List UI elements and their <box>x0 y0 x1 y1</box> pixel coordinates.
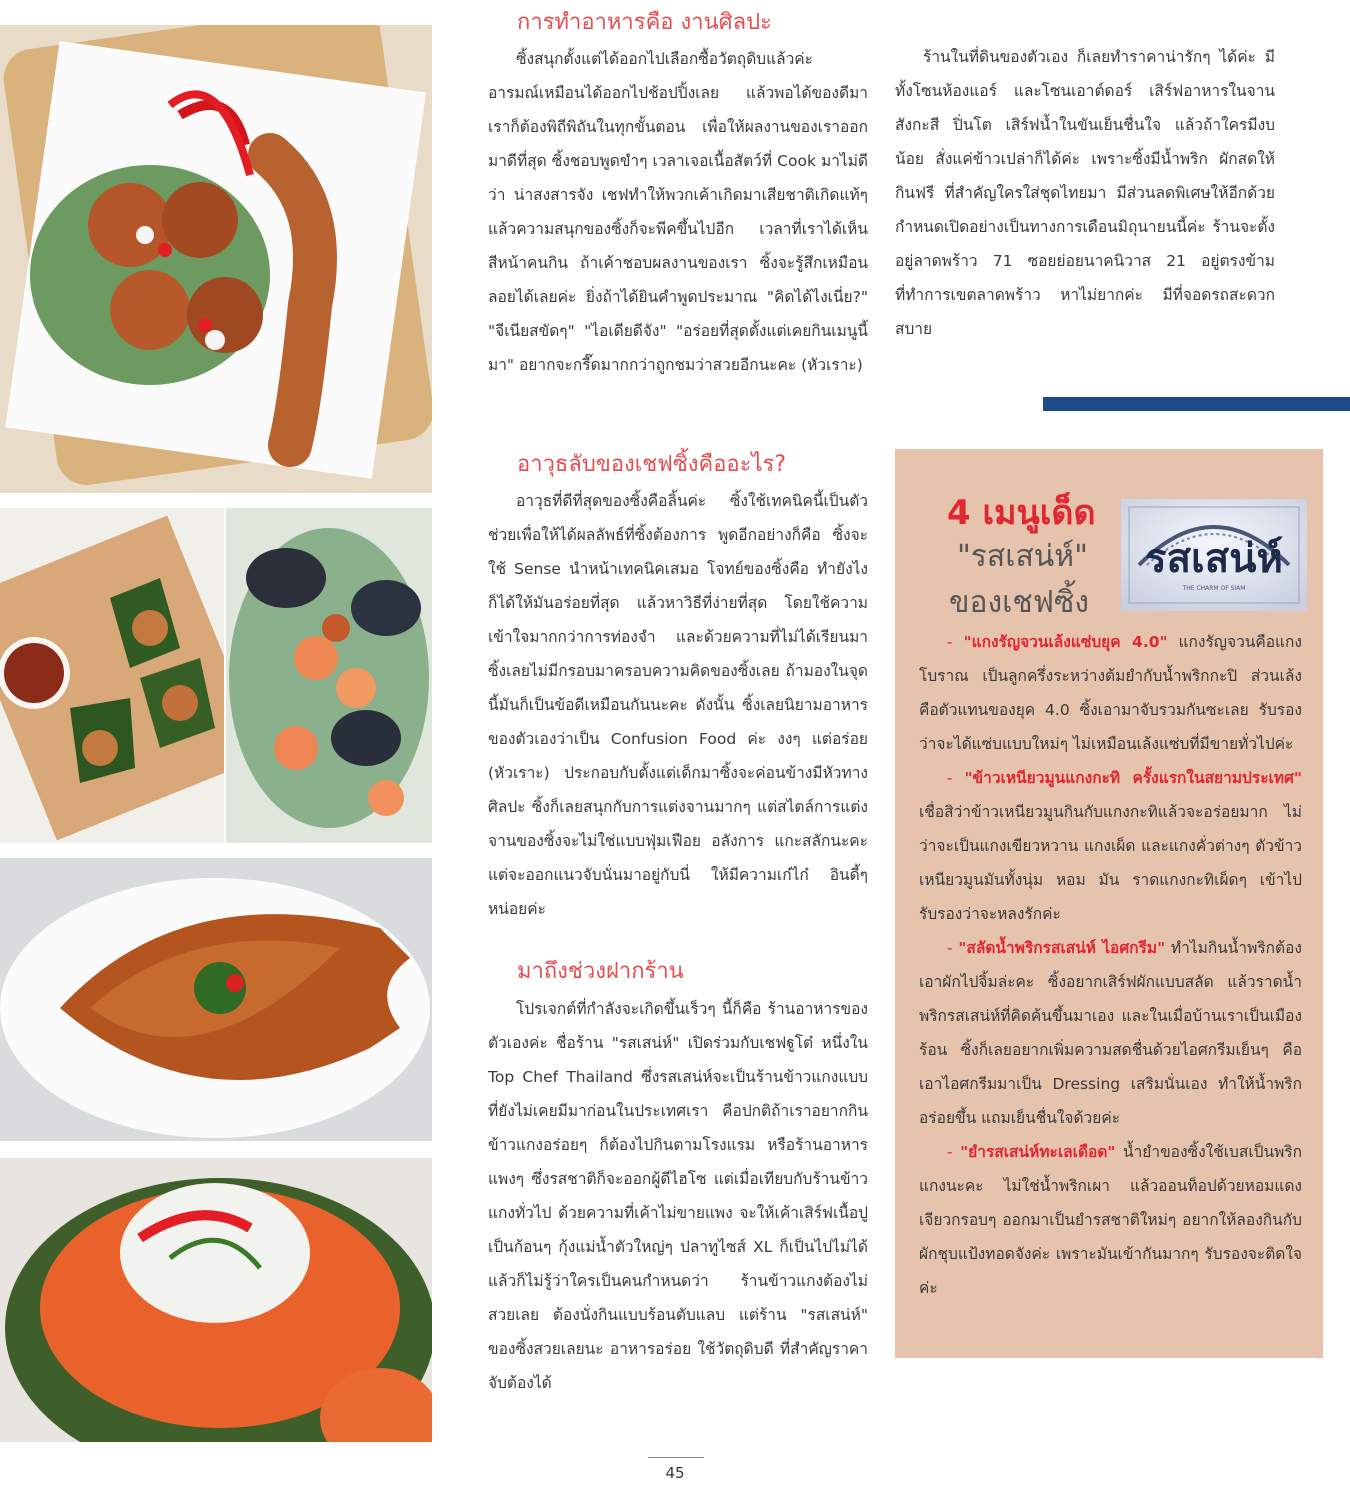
paragraph-cooking-is-art: ซิ้งสนุกตั้งแต่ได้ออกไปเลือกซื้อวัตถุดิบแล้วค่ะ อารมณ์เหมือนได้ออกไปช้อปปิ้งเลย แล้วพอได้ของดีมา เราก็ต้องพิถีพิถันในทุกขั้นตอน เพื่อให้ผลงานของเราออกมาดีที่สุด ซิ้งชอบพูดขำๆ เวลาเจอเนื้อสัตว์ที่ Cook มาไม่ดีว่า น่าสงสารจัง เชฟทำให้พวกเค้าเกิดมาเสียชาติเกิดแท้ๆ แล้วความสนุกของซิ้งก็จะพีคขึ้นไปอีก เวลาที่เราได้เห็นสีหน้าคนกิน ถ้าเค้าชอบผลงานของเรา ซิ้งจะรู้สึกเหมือนลอยได้เลยค่ะ ยิ่งถ้าได้ยินคำพูดประมาณ "คิดได้ไงเนี่ย?" "จีเนียสขัดๆ" "ไอเดียดีจัง" "อร่อยที่สุดตั้งแต่เคยกินเมนูนี้มา" อยากจะกรี๊ดมากกว่าถูกชมว่าสวยอีกนะคะ (หัวเราะ) <box>488 50 868 374</box>
menu-item: - "ข้าวเหนียวมูนแกงกะทิ ครั้งแรกในสยามประเทศ" เชื่อสิว่าข้าวเหนียวมูนกินกับแกงกะทิแล้วจะอร่อยมาก ไม่ว่าจะเป็นแกงเขียวหวาน แกงเผ็ด และแกงคั่วต่างๆ ตัวข้าวเหนียวมูนมันทั้งนุ่ม หอม มัน ราดแกงกะทิเผ็ดๆ เข้าไป รับรองว่าจะหลงรักค่ะ <box>919 769 1302 923</box>
box-title-restaurant: "รสเสน่ห์" <box>957 539 1088 574</box>
photo-hor-mok-curry <box>0 1158 432 1442</box>
menu-item-name: "แกงรัญจวนเล้งแซ่บยุค 4.0" <box>963 633 1168 651</box>
menu-item-name: "สลัดน้ำพริกรสเสน่ห์ ไอศกรีม" <box>958 939 1166 957</box>
heading-cooking-is-art: การทำอาหารคือ งานศิลปะ <box>517 10 772 35</box>
photo-fried-fish <box>0 858 432 1141</box>
box-title-chef: ของเชฟซิ้ง <box>949 585 1090 620</box>
menu-item-desc: ทำไมกินน้ำพริกต้องเอาผักไปจิ้มล่ะคะ ซิ้งอยากเสิร์ฟผักแบบสลัด แล้วราดน้ำพริกรสเสน่ห์ที่คิดค้นขึ้นมาเอง และในเมื่อบ้านเราเป็นเมืองร้อน ซิ้งก็เลยอยากเพิ่มความสดชื่นด้วยไอศกรีมเย็นๆ คือเอาไอศกรีมมาเป็น Dressing เสริมนั่นเอง ทำให้น้ำพริกอร่อยขึ้น แถมเย็นชื่นใจด้วยค่ะ <box>919 939 1302 1127</box>
menu-item: - "ยำรสเสน่ห์ทะเลเดือด" น้ำยำของซิ้งใช้เบสเป็นพริกแกงนะคะ ไม่ใช่น้ำพริกเผา แล้วออนท็อปด้วยหอมแดงเจียวกรอบๆ ออกมาเป็นยำรสชาติใหม่ๆ อยากให้ลองกินกับผักชุบแป้งทอดจังค่ะ เพราะมันเข้ากันมากๆ รับรองจะติดใจค่ะ <box>919 1143 1302 1297</box>
menu-list <box>919 625 1302 1305</box>
paragraph-secret-weapon: อาวุธที่ดีที่สุดของซิ้งคือลิ้นค่ะ ซิ้งใช้เทคนิคนี้เป็นตัวช่วยเพื่อให้ได้ผลลัพธ์ที่ซิ้งต้องการ พูดอีกอย่างก็คือ ซิ้งจะใช้ Sense นำหน้าเทคนิคเสมอ โจทย์ของซิ้งคือ ทำยังไงก็ได้ให้มันอร่อยที่สุด แล้วหาวิธีที่ง่ายที่สุด โดยใช้ความเข้าใจมากกว่าการท่องจำ และด้วยความที่ไม่ได้เรียนมา ซิ้งเลยไม่มีกรอบมาครอบความคิดของซิ้งเลย ถ้ามองในจุดนี้มันก็เป็นข้อดีเหมือนกันนะคะ ดังนั้น ซิ้งเลยนิยามอาหารของตัวเองว่าเป็น Confusion Food ค่ะ งงๆ แต่อร่อย (หัวเราะ) ประกอบกับตั้งแต่เด็กมาซิ้งจะค่อนข้างมีหัวทางศิลปะ ซิ้งก็เลยสนุกกับการแต่งจานมากๆ แต่สไตล์การแต่งจานของซิ้งจะไม่ใช่แบบฟุ่มเฟือย อลังการ แกะสลักนะคะ แต่จะออกแนวจับนั่นมาอยู่กับนี่ ให้มีความเก๋ไก๋ อินดี้ๆ หน่อยค่ะ <box>488 492 868 918</box>
decorative-blue-rule <box>1043 397 1350 411</box>
photo-pandan-chicken <box>0 508 224 843</box>
rossanae-logo <box>1121 499 1307 611</box>
menu-item: - "แกงรัญจวนเล้งแซ่บยุค 4.0" แกงรัญจวนคือแกงโบราณ เป็นลูกครึ่งระหว่างต้มยำกับน้ำพริกกะปิ ส่วนเล้งคือตัวแทนของยุค 4.0 ซิ้งเอามาจับรวมกันซะเลย รับรองว่าจะได้แซ่บแบบใหม่ๆ ไม่เหมือนเล้งแซ่บที่มีขายทั่วไปค่ะ <box>919 633 1302 753</box>
menu-item-name: "ข้าวเหนียวมูนแกงกะทิ ครั้งแรกในสยามประเทศ" <box>964 769 1302 787</box>
box-title: 4 เมนูเด็ด <box>947 493 1096 533</box>
logo-text: รสเสน่ห์ <box>1145 535 1283 582</box>
photo-sausage-plate <box>0 25 432 493</box>
menu-item-desc: เชื่อสิว่าข้าวเหนียวมูนกินกับแกงกะทิแล้วจะอร่อยมาก ไม่ว่าจะเป็นแกงเขียวหวาน แกงเผ็ด และแกงคั่วต่างๆ ตัวข้าวเหนียวมูนมันทั้งนุ่ม หอม มัน ราดแกงกะทิเผ็ดๆ เข้าไป รับรองว่าจะหลงรักค่ะ <box>919 803 1302 923</box>
menu-highlight-box <box>895 449 1323 1358</box>
menu-item-desc: แกงรัญจวนคือแกงโบราณ เป็นลูกครึ่งระหว่างต้มยำกับน้ำพริกกะปิ ส่วนเล้งคือตัวแทนของยุค 4.0 ซิ้งเอามาจับรวมกันซะเลย รับรองว่าจะได้แซ่บแบบใหม่ๆ ไม่เหมือนเล้งแซ่บที่มีขายทั่วไปค่ะ <box>919 633 1302 753</box>
menu-item: - "สลัดน้ำพริกรสเสน่ห์ ไอศกรีม" ทำไมกินน้ำพริกต้องเอาผักไปจิ้มล่ะคะ ซิ้งอยากเสิร์ฟผักแบบสลัด แล้วราดน้ำพริกรสเสน่ห์ที่คิดค้นขึ้นมาเอง และในเมื่อบ้านเราเป็นเมืองร้อน ซิ้งก็เลยอยากเพิ่มความสดชื่นด้วยไอศกรีมเย็นๆ คือเอาไอศกรีมมาเป็น Dressing เสริมนั่นเอง ทำให้น้ำพริกอร่อยขึ้น แถมเย็นชื่นใจด้วยค่ะ <box>919 939 1302 1127</box>
photo-seafood-salad <box>226 508 432 843</box>
menu-item-desc: น้ำยำของซิ้งใช้เบสเป็นพริกแกงนะคะ ไม่ใช่น้ำพริกเผา แล้วออนท็อปด้วยหอมแดงเจียวกรอบๆ ออกมาเป็นยำรสชาติใหม่ๆ อยากให้ลองกินกับผักชุบแป้งทอดจังค่ะ เพราะมันเข้ากันมากๆ รับรองจะติดใจค่ะ <box>919 1143 1302 1297</box>
page-number-rule <box>648 1457 704 1458</box>
logo-subtext: THE CHARM OF SIAM <box>1182 585 1246 592</box>
paragraph-restaurant-continued: ร้านในที่ดินของตัวเอง ก็เลยทำราคาน่ารักๆ ได้ค่ะ มีทั้งโซนห้องแอร์ และโซนเอาต์ดอร์ เสิร์ฟอาหารในจานสังกะสี ปิ่นโต เสิร์ฟน้ำในขันเย็นชื่นใจ แล้วถ้าใครมีงบน้อย สั่งแค่ข้าวเปล่าก็ได้ค่ะ เพราะซิ้งมีน้ำพริก ผักสดให้กินฟรี ที่สำคัญใครใส่ชุดไทยมา มีส่วนลดพิเศษให้อีกด้วย กำหนดเปิดอย่างเป็นทางการเดือนมิถุนายนนี้ค่ะ ร้านจะตั้งอยู่ลาดพร้าว 71 ซอยย่อยนาคนิวาส 21 อยู่ตรงข้ามที่ทำการเขตลาดพร้าว หาไม่ยากค่ะ มีที่จอดรถสะดวกสบาย <box>895 48 1275 338</box>
menu-item-name: "ยำรสเสน่ห์ทะเลเดือด" <box>960 1143 1116 1161</box>
page-number: 45 <box>665 1464 685 1482</box>
heading-restaurant-promo: มาถึงช่วงฝากร้าน <box>517 959 684 984</box>
paragraph-restaurant-promo: โปรเจกต์ที่กำลังจะเกิดขึ้นเร็วๆ นี้ก็คือ ร้านอาหารของตัวเองค่ะ ชื่อร้าน "รสเสน่ห์" เปิดร่วมกับเชฟฐูโต๋ หนึ่งใน Top Chef Thailand ซึ่งรสเสน่ห์จะเป็นร้านข้าวแกงแบบที่ยังไม่เคยมีมาก่อนในประเทศเรา คือปกติถ้าเราอยากกินข้าวแกงอร่อยๆ ก็ต้องไปกินตามโรงแรม หรือร้านอาหารแพงๆ ซึ่งรสชาติก็จะออกผู้ดีไฮโซ แต่เมื่อเทียบกับร้านข้าวแกงทั่วไป ด้วยความที่เค้าไม่ขายแพง จะให้เค้าเสิร์ฟเนื้อปูเป็นก้อนๆ กุ้งแม่น้ำตัวใหญ่ๆ ปลาทูไซส์ XL ก็เป็นไปไม่ได้ แล้วก็ไม่รู้ว่าใครเป็นคนกำหนดว่า ร้านข้าวแกงต้องไม่สวยเลย ต้องนั่งกินแบบร้อนตับแลบ แต่ร้าน "รสเสน่ห์" ของซิ้งสวยเลยนะ อาหารอร่อย ใช้วัตถุดิบดี ที่สำคัญราคาจับต้องได้ <box>488 1000 868 1392</box>
heading-secret-weapon: อาวุธลับของเชฟซิ้งคืออะไร? <box>517 452 787 477</box>
